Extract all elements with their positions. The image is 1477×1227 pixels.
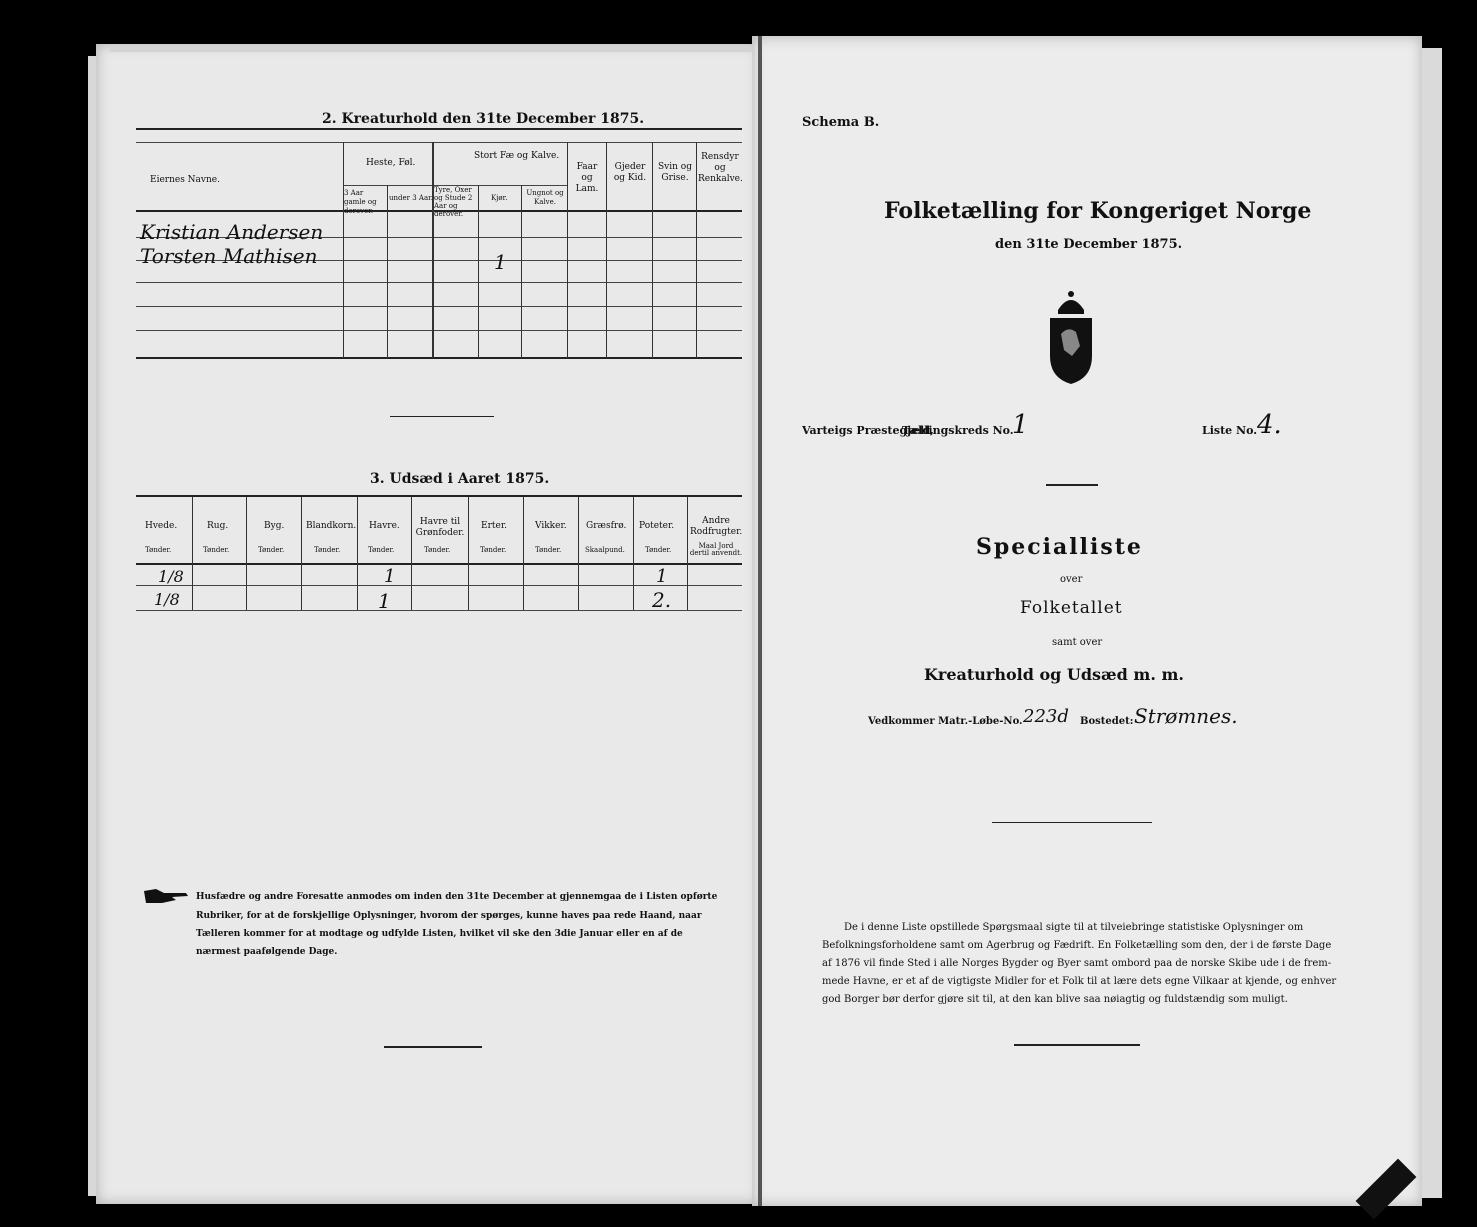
intro-paragraph-line: Befolkningsforholdene samt om Agerbrug og Fædrift. En Folketælling som den, der i de første Dage: [822, 940, 1332, 951]
book-spine: [758, 36, 762, 1206]
col-divider: [578, 497, 579, 610]
schema-label: Schema B.: [802, 115, 880, 130]
intro-paragraph-line: af 1876 vil finde Sted i alle Norges Bygder og Byer samt ombord paa de norske Skibe ude i de frem-: [822, 958, 1332, 969]
col-divider: [192, 497, 193, 610]
intro-paragraph-line: mede Havne, er et af de vigtigste Midler for et Folk til at lære dets egne Vilkaar at kjende, og enhver: [822, 976, 1337, 987]
col-divider: [432, 142, 434, 358]
seed-header-unit: Tønder.: [424, 546, 451, 554]
folketallet-text: Folketallet: [1020, 598, 1123, 618]
page-title: Folketælling for Kongeriget Norge: [884, 198, 1312, 224]
col-header-tyre: Tyre, Oxer og Stude 2 Aar og derover.: [434, 186, 473, 218]
owner-name: Torsten Mathisen: [140, 244, 318, 268]
seed-header-unit: Tønder.: [145, 546, 172, 554]
separator-line: [390, 416, 494, 417]
krets-label: Tællingskreds No.: [902, 424, 1014, 437]
seed-header-label: Blandkorn.: [306, 521, 357, 531]
seed-header-unit: Tønder.: [535, 546, 562, 554]
col-header-svin: Svin og Grise.: [658, 162, 692, 183]
notice-line: Rubriker, for at de forskjellige Oplysninger, hvorom der spørges, kunne haves paa rede Haand, naar: [196, 911, 702, 921]
col-divider: [301, 497, 302, 610]
seed-header-label: Byg.: [264, 521, 285, 531]
liste-label: Liste No.: [1202, 424, 1258, 437]
page-edge-right: [1422, 48, 1442, 1198]
seed-header-label: Havre.: [369, 521, 400, 531]
seed-header-label: Vikker.: [535, 521, 567, 531]
matr-value: 223d: [1023, 706, 1069, 727]
coat-of-arms-icon: [1046, 286, 1096, 386]
seed-header-label: Havre til Grønfoder.: [415, 517, 465, 538]
special-title: Specialliste: [976, 534, 1143, 560]
seed-value: 1: [378, 589, 391, 613]
seed-header-unit: Tønder.: [480, 546, 507, 554]
col-header-under3: under 3 Aar.: [389, 194, 433, 202]
col-divider: [343, 142, 344, 358]
page-subtitle: den 31te December 1875.: [995, 237, 1183, 252]
col-divider: [387, 185, 388, 358]
seed-header-label: Hvede.: [145, 521, 178, 531]
col-divider: [468, 497, 469, 610]
seed-value: 1: [656, 566, 668, 587]
seed-header-unit: Skaalpund.: [585, 546, 625, 554]
col-divider: [567, 142, 568, 358]
col-divider: [652, 142, 653, 358]
table-top-rule: [136, 495, 742, 497]
separator-line: [1046, 484, 1098, 486]
seed-header-label: Erter.: [481, 521, 507, 531]
col-header-owner: Eiernes Navne.: [150, 175, 220, 185]
pointing-hand-icon: [142, 887, 190, 907]
col-header-gjeder: Gjeder og Kid.: [613, 162, 647, 183]
col-divider: [696, 142, 697, 358]
matr-label: Vedkommer Matr.-Løbe-No.: [868, 716, 1023, 727]
notice-line: Husfædre og andre Foresatte anmodes om inden den 31te December at gjennemgaa de i Listen opførte: [196, 892, 718, 902]
col-divider: [523, 497, 524, 610]
seed-header-unit: Maal Jord dertil anvendt.: [689, 542, 743, 557]
seed-header-label: Andre Rodfrugter.: [690, 516, 743, 537]
col-header-ungnot: Ungnot og Kalve.: [526, 189, 564, 206]
separator-line: [384, 1046, 482, 1048]
col-divider: [478, 185, 479, 358]
seed-header-label: Poteter.: [639, 521, 675, 531]
intro-paragraph-line: De i denne Liste opstillede Spørgsmaal sigte til at tilveiebringe statistiske Oplysninger om: [844, 922, 1304, 933]
col-divider: [633, 497, 634, 610]
left-page: [96, 44, 760, 1204]
liste-value: 4.: [1257, 410, 1282, 440]
bosted-value: Strømnes.: [1134, 704, 1238, 728]
seed-header-unit: Tønder.: [258, 546, 285, 554]
col-header-faar: Faar og Lam.: [575, 162, 599, 194]
cow-count: 1: [494, 250, 507, 274]
col-header-kjoer: Kjør.: [491, 194, 508, 202]
page-edge-top: [110, 46, 760, 52]
prestegjeld: Varteigs Præstegjeld,: [802, 424, 934, 437]
owner-name: Kristian Andersen: [140, 220, 324, 244]
krets-value: 1: [1012, 410, 1029, 440]
livestock-title: 2. Kreaturhold den 31te December 1875.: [322, 111, 645, 127]
col-divider: [606, 142, 607, 358]
table-top-rule: [136, 128, 742, 130]
seed-value: 2.: [652, 588, 672, 612]
seed-value: 1/8: [154, 590, 180, 609]
table-row-line: [136, 585, 742, 586]
col-divider: [246, 497, 247, 610]
col-divider: [521, 185, 522, 358]
bosted-label: Bostedet:: [1080, 716, 1134, 727]
intro-paragraph-line: god Borger bør derfor gjøre sit til, at den kan blive saa nøiagtig og fuldstændig som muligt.: [822, 994, 1288, 1005]
seed-value: 1: [384, 566, 396, 587]
kreatur-text: Kreaturhold og Udsæd m. m.: [924, 665, 1184, 684]
col-group-heste: Heste, Føl.: [366, 158, 416, 168]
samt-over-text: samt over: [1052, 637, 1103, 648]
seed-header-unit: Tønder.: [368, 546, 395, 554]
separator-line: [992, 822, 1152, 823]
col-divider: [411, 497, 412, 610]
col-divider: [357, 497, 358, 610]
notice-line: nærmest paafølgende Dage.: [196, 947, 338, 957]
seed-header-unit: Tønder.: [645, 546, 672, 554]
seed-value: 1/8: [158, 567, 184, 586]
seed-header-unit: Tønder.: [314, 546, 341, 554]
over-text: over: [1060, 574, 1083, 585]
separator-line: [1014, 1044, 1140, 1046]
notice-line: Tælleren kommer for at modtage og udfylde Listen, hvilket vil ske den 3die Januar eller en af de: [196, 929, 683, 939]
seed-title: 3. Udsæd i Aaret 1875.: [370, 471, 550, 487]
col-group-stort: Stort Fæ og Kalve.: [474, 151, 560, 161]
seed-header-label: Græsfrø.: [586, 521, 627, 531]
col-divider: [687, 497, 688, 610]
col-header-3aar: 3 Aar gamle og derover.: [344, 189, 377, 215]
seed-header-unit: Tønder.: [203, 546, 230, 554]
table-header-rule: [136, 563, 742, 565]
col-header-rensdyr: Rensdyr og Renkalve.: [698, 152, 743, 184]
seed-header-label: Rug.: [207, 521, 229, 531]
